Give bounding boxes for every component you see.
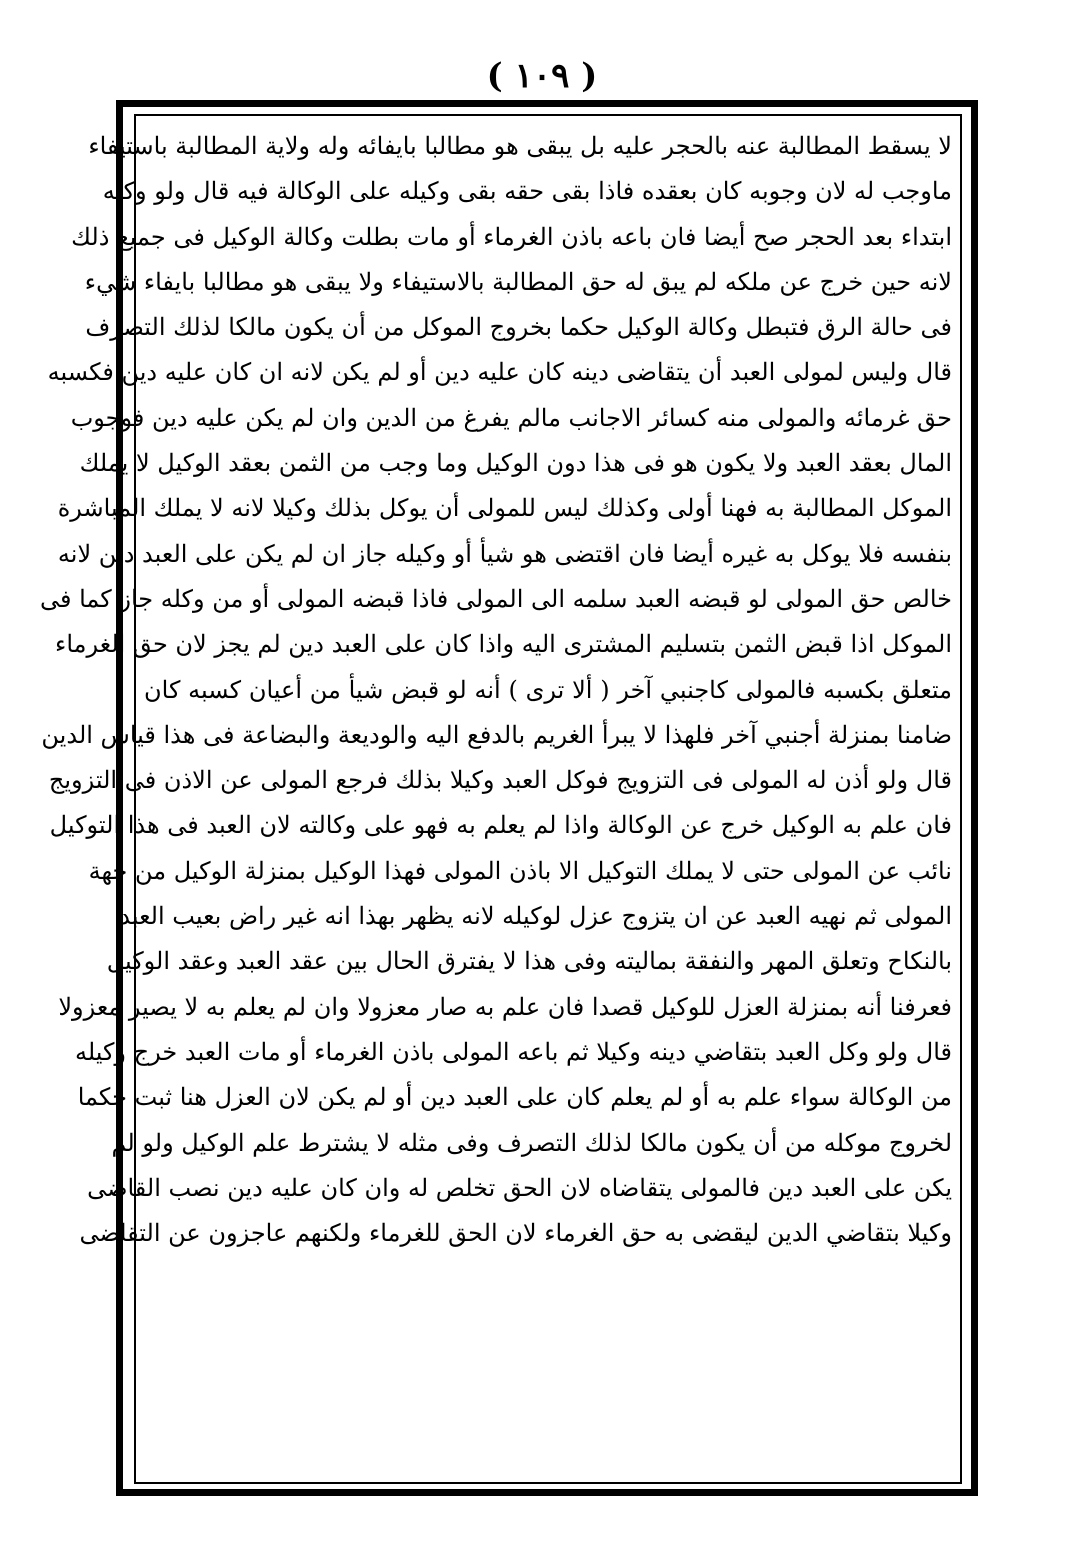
text-line: ماوجب له لان وجوبه كان بعقده فاذا بقى حقه بقى وكيله على الوكالة فيه قال ولو وكله <box>102 177 952 206</box>
text-line: المال بعقد العبد ولا يكون هو فى هذا دون الوكيل وما وجب من الثمن بعقد الوكيل لا يملك <box>79 449 952 478</box>
text-line: الموكل المطالبة به فهنا أولى وكذلك ليس للمولى أن يوكل بذلك وكيلا لانه لا يملك المباشرة <box>57 494 952 523</box>
text-line: ضامنا بمنزلة أجنبي آخر فلهذا لا يبرأ الغريم بالدفع اليه والوديعة والبضاعة فى هذا قياس الدين <box>41 720 952 749</box>
text-line: الموكل اذا قبض الثمن بتسليم المشترى اليه واذا كان على العبد دين لم يجز لان حق الغرماء <box>55 630 952 659</box>
text-line: لانه حين خرج عن ملكه لم يبق له حق المطالبة بالاستيفاء ولا يبقى هو مطالبا بايفاء شيء <box>84 267 952 296</box>
text-line: ابتداء بعد الحجر صح أيضا فان باعه باذن الغرماء أو مات بطلت وكالة الوكيل فى جميع ذلك <box>71 222 952 251</box>
text-line: لخروج موكله من أن يكون مالكا لذلك التصرف وفى مثله لا يشترط علم الوكيل ولو لم <box>111 1128 952 1157</box>
text-line: قال وليس لمولى العبد أن يتقاضى دينه كان عليه دين أو لم يكن لانه ان كان عليه دين فكسبه <box>47 358 952 387</box>
text-line: نائب عن المولى حتى لا يملك التوكيل الا باذن المولى فهذا الوكيل بمنزلة الوكيل من جهة <box>88 856 952 885</box>
text-line: المولى ثم نهيه العبد عن ان يتزوج عزل لوكيله لانه يظهر بهذا انه غير راض بعيب العبد <box>119 902 952 931</box>
text-line: يكن على العبد دين فالمولى يتقاضاه لان الحق تخلص له وان كان عليه دين نصب القاضى <box>87 1173 952 1202</box>
text-line: متعلق بكسبه فالمولى كاجنبي آخر ( ألا ترى ) أنه لو قبض شيأ من أعيان كسبه كان <box>144 675 952 704</box>
page-number: ( ١٠٩ ) <box>486 56 598 96</box>
text-line: لا يسقط المطالبة عنه بالحجر عليه بل يبقى هو مطالبا بايفائه وله ولاية المطالبة باستيفاء <box>88 132 952 160</box>
text-line: قال ولو أذن له المولى فى التزويج فوكل العبد وكيلا بذلك فرجع المولى عن الاذن فى التزويج <box>48 766 952 795</box>
text-line: وكيلا بتقاضي الدين ليقضى به حق الغرماء لان الحق للغرماء ولكنهم عاجزون عن التقاضى <box>79 1219 952 1248</box>
body-text <box>40 124 952 1256</box>
text-line: بالنكاح وتعلق المهر والنفقة بماليته وفى هذا لا يفترق الحال بين عقد العبد وعقد الوكيل <box>106 947 952 976</box>
text-line: بنفسه فلا يوكل به غيره أيضا فان اقتضى هو شيأ أو وكيله جاز ان لم يكن على العبد دين لانه <box>57 539 952 568</box>
text-line: قال ولو وكل العبد بتقاضي دينه وكيلا ثم باعه المولى باذن الغرماء أو مات العبد خرج وكيله <box>74 1037 952 1066</box>
text-line: فعرفنا أنه بمنزلة العزل للوكيل قصدا فان علم به صار معزولا وان لم يعلم به لا يصير معزولا <box>58 992 952 1021</box>
text-line: حق غرمائه والمولى منه كسائر الاجانب مالم يفرغ من الدين وان لم يكن عليه دين فوجوب <box>70 403 952 432</box>
text-line: خالص حق المولى لو قبضه العبد سلمه الى المولى فاذا قبضه المولى أو من وكله جاز كما فى <box>40 584 952 613</box>
text-line: من الوكالة سواء علم به أو لم يعلم كان على العبد دين أو لم يكن لان العزل هنا ثبت حكما <box>77 1083 952 1112</box>
text-line: فان علم به الوكيل خرج عن الوكالة واذا لم يعلم به فهو على وكالته لان العبد فى هذا التوكيل <box>49 811 952 840</box>
text-line: فى حالة الرق فتبطل وكالة الوكيل حكما بخروج الموكل من أن يكون مالكا لذلك التصرف <box>85 313 952 342</box>
